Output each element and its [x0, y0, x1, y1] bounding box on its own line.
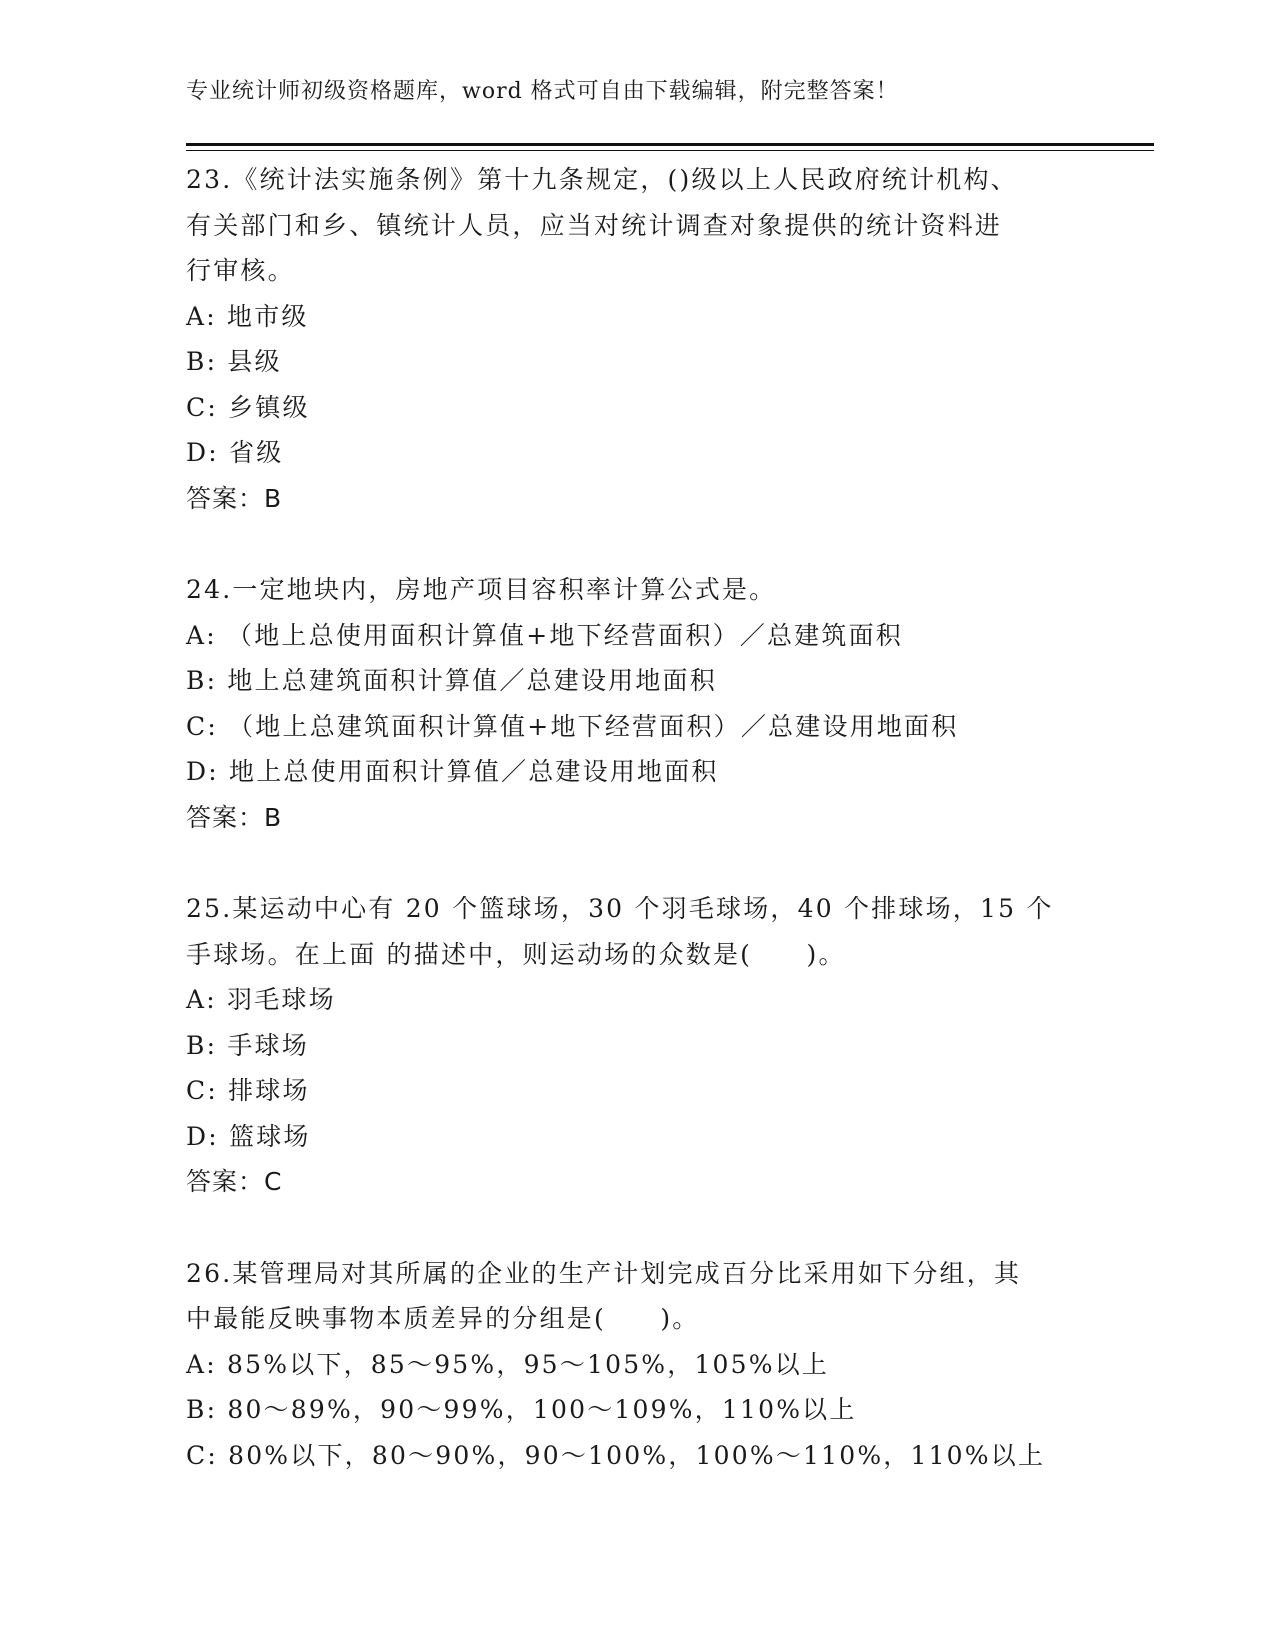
- option-b: B: 县级: [186, 347, 282, 376]
- option-b: B: 地上总建筑面积计算值／总建设用地面积: [186, 666, 717, 695]
- option-b: B: 手球场: [186, 1030, 309, 1060]
- answer: 答案：C: [186, 1167, 283, 1196]
- question-stem-line: 中最能反映事物本质差异的分组是( )。: [186, 1304, 700, 1333]
- option-a: A: 85%以下，85～95%，95～105%，105%以上: [186, 1349, 830, 1379]
- question-stem-line: 23.《统计法实施条例》第十九条规定，()级以上人民政府统计机构、: [186, 165, 1018, 194]
- header-rule-thick: [186, 143, 1154, 146]
- spacer: [186, 1205, 1086, 1251]
- option-c: C: 80%以下，80～90%，90～100%，100%～110%，110%以上: [186, 1440, 1046, 1470]
- page-header: 专业统计师初级资格题库，word 格式可自由下载编辑，附完整答案！: [186, 79, 899, 104]
- question-stem-line: 手球场。在上面 的描述中，则运动场的众数是( )。: [186, 939, 846, 969]
- question-stem-line: 25.某运动中心有 20 个篮球场，30 个羽毛球场，40 个排球场，15 个: [186, 894, 1054, 923]
- option-d: D: 省级: [186, 438, 284, 467]
- option-a: A: 地市级: [186, 301, 309, 331]
- question-list: [186, 157, 1086, 1478]
- option-c: C: 排球场: [186, 1076, 310, 1105]
- question-23: [186, 157, 1086, 521]
- header-rule-thin: [186, 150, 1154, 151]
- spacer: [186, 521, 1086, 567]
- spacer: [186, 840, 1086, 886]
- option-b: B: 80～89%，90～99%，100～109%，110%以上: [186, 1395, 857, 1424]
- question-26: [186, 1251, 1086, 1479]
- option-a: A: 羽毛球场: [186, 985, 336, 1014]
- answer: 答案：B: [186, 802, 283, 832]
- answer: 答案：B: [186, 483, 283, 513]
- question-25: [186, 886, 1086, 1205]
- question-24: [186, 567, 1086, 840]
- option-a: A: （地上总使用面积计算值+地下经营面积）／总建筑面积: [186, 620, 903, 650]
- question-stem-line: 24.一定地块内，房地产项目容积率计算公式是。: [186, 575, 777, 604]
- option-c: C: 乡镇级: [186, 392, 310, 422]
- question-stem-line: 有关部门和乡、镇统计人员，应当对统计调查对象提供的统计资料进: [186, 210, 1003, 240]
- option-c: C: （地上总建筑面积计算值+地下经营面积）／总建设用地面积: [186, 711, 959, 741]
- question-stem-line: 行审核。: [186, 256, 295, 285]
- option-d: D: 篮球场: [186, 1121, 311, 1151]
- question-stem-line: 26.某管理局对其所属的企业的生产计划完成百分比采用如下分组，其: [186, 1258, 1022, 1288]
- option-d: D: 地上总使用面积计算值／总建设用地面积: [186, 757, 719, 786]
